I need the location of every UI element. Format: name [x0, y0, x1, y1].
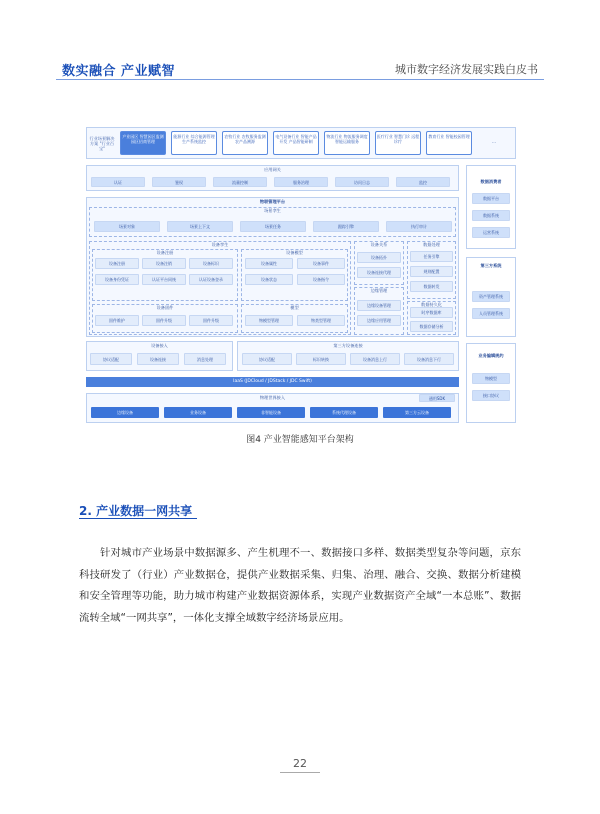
consumer-title: 数据消费者	[480, 179, 502, 184]
device-reg-chip-2: 设备标识	[189, 258, 233, 269]
edge-title: 边缘管理	[370, 288, 388, 293]
scenario-item-5: 医疗行业 智慧门诊 远程诊疗	[375, 131, 421, 155]
consumer-chip-1: 数据系统	[472, 210, 510, 221]
physical-chip-1: 业务设备	[164, 407, 232, 418]
access-chip-1: 设备连接	[137, 353, 179, 365]
iot-platform-title: 物联管理平台	[259, 199, 286, 204]
scenario-item-2: 农牧行业 农牧服务监测 农产品溯源	[222, 131, 268, 155]
physical-title: 物理世界接入	[259, 395, 286, 400]
scene-chip-4: 执行审计	[386, 221, 452, 232]
data-chip-1: 规则配置	[410, 266, 453, 277]
scenario-item-3: 电气设备行业 智能产品开发 产品智能研制	[273, 131, 319, 155]
thirdparty-chip-2: 设备消息上行	[350, 353, 400, 365]
device-access-title: 设备接入	[151, 343, 168, 348]
page-number: 22	[293, 757, 307, 770]
device-reg-chip-4: 认证平台同统	[142, 274, 186, 285]
gateway-chip-0: 认证	[91, 177, 145, 187]
physical-chip-4: 第三方云设备	[383, 407, 451, 418]
firmware-title: 设备固件	[156, 305, 174, 310]
thirdparty-chip-1: 标识转换	[296, 353, 346, 365]
firmware-chip-1: 固件升级	[142, 315, 186, 326]
firmware-chip-2: 固件升级	[189, 315, 233, 326]
physical-chip-3: 系统代理设备	[310, 407, 378, 418]
access-chip-2: 消息处理	[184, 353, 226, 365]
physical-chip-0: 边缘设备	[91, 407, 159, 418]
scenario-more: …	[491, 139, 497, 144]
gateway-chip-5: 监控	[396, 177, 450, 187]
device-reg-chip-1: 设备注销	[142, 258, 186, 269]
physical-chip-2: 非智能设备	[237, 407, 305, 418]
device-reg-chip-3: 设备身份凭证	[95, 274, 139, 285]
device-twin-title: 设备孪生	[211, 242, 229, 247]
app-gateway-title: 应用网关	[264, 167, 281, 172]
scenario-item-1: 能源行业 综合能源管理 生产系统监控	[171, 131, 217, 155]
model-chip-1: 物类型管理	[297, 315, 345, 326]
section-heading: 2. 产业数据一网共享	[79, 504, 193, 518]
data-chip-0: 任务引擎	[410, 251, 453, 262]
proto-title: 业务编辑规约	[478, 353, 504, 358]
consumer-chip-0: 数据平台	[472, 193, 510, 204]
third-system-title: 第三方系统	[480, 263, 502, 268]
persist-chip-1: 数据存储分析	[410, 321, 453, 332]
iaas-bar: IaaS (JDCloud / JDStack / JDC Swift)	[86, 377, 459, 387]
persist-chip-0: 时序数据库	[410, 307, 453, 318]
header-left-title: 数实融合 产业赋智	[62, 64, 176, 79]
body-paragraph: 针对城市产业场景中数据源多、产生机理不一、数据接口多样、数据类型复杂等问题，京东科技研发了（行业）产业数据仓，提供产业数据采集、归集、治理、融合、交换、数据分析建模和安全管理等功能，助力城市构建产业数据资源体系，实现产业数据资产全域“一本总账”、数据流转全域“一网共享”，一体化支撑全域数字经济场景应用。	[79, 547, 521, 624]
data-chip-2: 数据转发	[410, 281, 453, 292]
thirdparty-chip-3: 设备消息下行	[404, 353, 454, 365]
sdk-chip: 通用SDK	[419, 394, 455, 402]
page-number-rule	[280, 772, 320, 773]
scene-twin-title: 场景孪生	[264, 208, 281, 213]
consumer-chip-2: 运营系统	[472, 227, 510, 238]
relation-chip-0: 设备拓扑	[357, 252, 401, 263]
scene-chip-1: 场景上下文	[167, 221, 233, 232]
persist-title: 数据持久化	[421, 302, 442, 307]
device-model-chip-0: 设备属性	[245, 258, 293, 269]
scene-chip-3: 跟踪引擎	[313, 221, 379, 232]
device-reg-chip-0: 设备注册	[95, 258, 139, 269]
scenario-item-4: 物流行业 物流服务调度 智能运输服务	[324, 131, 370, 155]
model-title: 模型	[290, 305, 299, 310]
section-underline	[79, 518, 197, 519]
edge-chip-1: 边缘应用管理	[357, 315, 401, 326]
third-chip-1: 人员管理系统	[472, 308, 510, 319]
scene-chip-0: 场景对象	[94, 221, 160, 232]
device-model-title: 设备模型	[286, 250, 303, 255]
device-model-chip-3: 设备指令	[297, 274, 345, 285]
gateway-chip-4: 访问日志	[335, 177, 389, 187]
thirdparty-access-title: 第三方设备连接	[333, 343, 363, 348]
gateway-chip-3: 服务治理	[274, 177, 328, 187]
relation-title: 设备关系	[370, 242, 388, 247]
data-title: 数据处理	[423, 242, 440, 247]
edge-box	[354, 287, 404, 335]
scene-chip-2: 场景任务	[240, 221, 306, 232]
device-model-chip-1: 设备事件	[297, 258, 345, 269]
relation-chip-1: 设备连接代理	[357, 267, 401, 278]
firmware-chip-0: 固件维护	[95, 315, 139, 326]
scenario-item-0: 产业园区 智慧园区监测 园区招商管理	[120, 131, 166, 155]
scenario-side-label: 行业场景解决方案 "行业百宝"	[89, 136, 115, 151]
scenario-item-6: 教育行业 智能校园管理	[426, 131, 472, 155]
third-chip-0: 资产管理系统	[472, 291, 510, 302]
device-model-chip-2: 设备状态	[245, 274, 293, 285]
header-divider	[56, 79, 544, 80]
model-chip-0: 物模型管理	[245, 315, 293, 326]
figure-caption: 图4 产业智能感知平台架构	[246, 435, 354, 445]
device-reg-chip-5: 认证设备登录	[189, 274, 233, 285]
thirdparty-chip-0: 协议适配	[242, 353, 292, 365]
device-reg-title: 设备注册	[156, 250, 174, 255]
gateway-chip-1: 鉴权	[152, 177, 206, 187]
access-chip-0: 协议适配	[90, 353, 132, 365]
proto-chip-1: 接口协议	[472, 390, 510, 401]
proto-chip-0: 物模型	[472, 373, 510, 384]
architecture-figure	[86, 127, 516, 423]
gateway-chip-2: 流量控制	[213, 177, 267, 187]
header-right-title: 城市数字经济发展实践白皮书	[395, 63, 538, 76]
edge-chip-0: 边缘设备管理	[357, 300, 401, 311]
